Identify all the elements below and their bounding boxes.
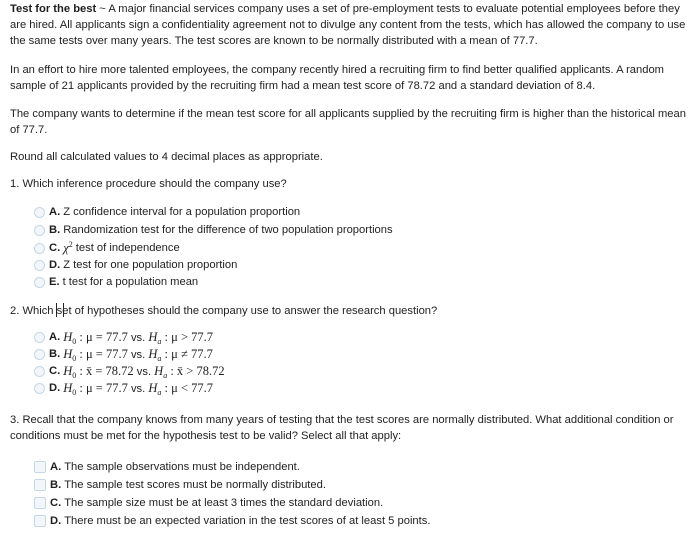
option-text: Z confidence interval for a population proportion bbox=[63, 206, 301, 218]
question-3-prompt: 3. Recall that the company knows from many years of testing that the test scores are normally distributed. What additional condition or conditions must be met for the hypothesis test to be valid? Select all that apply: bbox=[10, 414, 674, 442]
question-1-prompt: 1. Which inference procedure should the company use? bbox=[10, 178, 287, 190]
radio-button[interactable] bbox=[34, 366, 45, 377]
option-letter: E. bbox=[49, 276, 60, 288]
question-2-prompt-end: set of hypotheses should the company use to answer the research question? bbox=[56, 305, 438, 317]
text-cursor-icon bbox=[56, 303, 64, 317]
q3-option-c[interactable] bbox=[34, 495, 383, 511]
hypothesis-expression: $H_0$ : μ = 77.7 vs. $H_a$ : μ > 77.7 bbox=[63, 329, 214, 346]
hypothesis-expression: $H_0$ : μ = 77.7 vs. $H_a$ : μ < 77.7 bbox=[63, 380, 214, 397]
option-text: Z test for one population proportion bbox=[63, 259, 238, 271]
sample-paragraph: In an effort to hire more talented employees, the company recently hired a recruiting firm to find better qualified applicants. A random sample of 21 applicants provided by the recruiting firm had a mean test score of 78.72 and a standard deviation of 8.4. bbox=[10, 64, 664, 92]
intro-text: A major financial services company uses a set of pre-employment tests to evaluate potential employees before they are hired. All applicants sign a confidentiality agreement not to divulge any content from the tests, which has allowed the company to use the same tests over many years. The test scores are known to be normally distributed with a mean of 77.7. bbox=[10, 3, 686, 47]
option-text: test of independence bbox=[75, 242, 180, 254]
q1-option-a[interactable] bbox=[34, 204, 300, 220]
radio-button[interactable] bbox=[34, 260, 45, 271]
radio-button[interactable] bbox=[34, 207, 45, 218]
option-letter: C. bbox=[49, 365, 61, 377]
checkbox[interactable] bbox=[34, 461, 46, 473]
option-letter: C. bbox=[49, 242, 61, 254]
checkbox[interactable] bbox=[34, 515, 46, 527]
option-text: The sample size must be at least 3 times the standard deviation. bbox=[64, 497, 384, 509]
option-letter: A. bbox=[50, 461, 62, 473]
option-letter: D. bbox=[50, 515, 62, 527]
hypothesis-expression: $H_0$ : μ = 77.7 vs. $H_a$ : μ ≠ 77.7 bbox=[63, 346, 213, 363]
option-letter: B. bbox=[49, 224, 61, 236]
goal-paragraph: The company wants to determine if the mean test score for all applicants supplied by the recruiting firm is higher than the historical mean of 77.7. bbox=[10, 108, 686, 136]
option-text: The sample observations must be independent. bbox=[64, 461, 300, 473]
q1-option-e[interactable] bbox=[34, 274, 198, 290]
q3-option-b[interactable] bbox=[34, 477, 326, 493]
q2-option-d[interactable] bbox=[34, 380, 213, 396]
option-letter: B. bbox=[50, 479, 62, 491]
radio-button[interactable] bbox=[34, 225, 45, 236]
question-2-prompt bbox=[10, 303, 690, 319]
radio-button[interactable] bbox=[34, 383, 45, 394]
q2-option-c[interactable] bbox=[34, 363, 225, 379]
q3-option-a[interactable] bbox=[34, 459, 300, 475]
q2-option-a[interactable] bbox=[34, 329, 213, 345]
option-letter: D. bbox=[49, 382, 61, 394]
option-text: t test for a population mean bbox=[62, 276, 199, 288]
q2-option-b[interactable] bbox=[34, 346, 213, 362]
rounding-note: Round all calculated values to 4 decimal places as appropriate. bbox=[10, 151, 323, 163]
intro-paragraph bbox=[10, 1, 690, 49]
chi-squared-symbol: $\chi^2$ bbox=[63, 240, 73, 255]
option-text: The sample test scores must be normally distributed. bbox=[64, 479, 326, 491]
option-text: Randomization test for the difference of two population proportions bbox=[63, 224, 393, 236]
checkbox[interactable] bbox=[34, 497, 46, 509]
radio-button[interactable] bbox=[34, 349, 45, 360]
option-letter: A. bbox=[49, 331, 61, 343]
q1-option-b[interactable] bbox=[34, 222, 393, 238]
option-letter: C. bbox=[50, 497, 62, 509]
option-letter: D. bbox=[49, 259, 61, 271]
option-letter: B. bbox=[49, 348, 61, 360]
option-text: There must be an expected variation in the test scores of at least 5 points. bbox=[64, 515, 431, 527]
radio-button[interactable] bbox=[34, 277, 45, 288]
question-2-prompt-start: 2. Which bbox=[10, 305, 54, 317]
hypothesis-expression: $H_0$ : x̄ = 78.72 vs. $H_a$ : x̄ > 78.72 bbox=[63, 363, 225, 380]
checkbox[interactable] bbox=[34, 479, 46, 491]
q3-option-d[interactable] bbox=[34, 513, 430, 529]
radio-button[interactable] bbox=[34, 332, 45, 343]
option-letter: A. bbox=[49, 206, 61, 218]
q1-option-c[interactable] bbox=[34, 240, 180, 256]
problem-title: Test for the best bbox=[10, 3, 97, 15]
radio-button[interactable] bbox=[34, 243, 45, 254]
title-separator: ~ bbox=[96, 3, 109, 15]
q1-option-d[interactable] bbox=[34, 257, 237, 273]
